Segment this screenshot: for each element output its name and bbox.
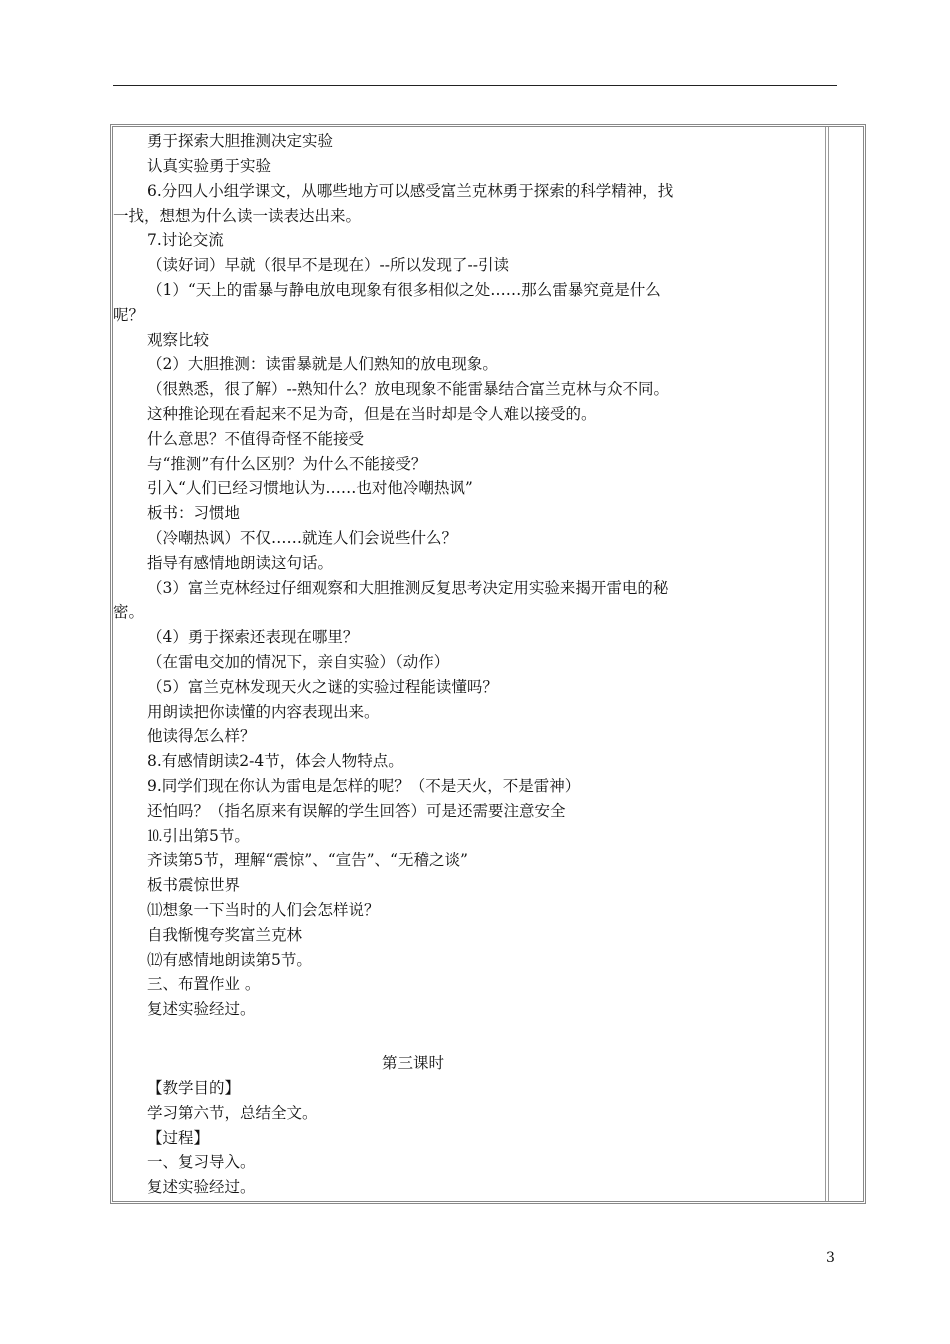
- text-line: （3）富兰克林经过仔细观察和大胆推测反复思考决定用实验来揭开雷电的秘: [147, 578, 669, 597]
- text-line: 8.有感情朗读2-4节，体会人物特点。: [147, 752, 404, 770]
- text-line: （在雷电交加的情况下，亲自实验）（动作）: [147, 653, 450, 671]
- text-line: （1）“天上的雷暴与静电放电现象有很多相似之处……那么雷暴究竟是什么: [147, 281, 661, 299]
- text-line: ⒑引出第5节。: [147, 826, 250, 845]
- text-line: 用朗读把你读懂的内容表现出来。: [147, 702, 380, 721]
- text-line: 指导有感情地朗读这句话。: [147, 553, 334, 572]
- text-line: ⑿有感情地朗读第5节。: [147, 950, 312, 969]
- text-line: 他读得怎么样？: [147, 727, 256, 745]
- text-line: 三、布置作业 。: [147, 975, 261, 993]
- text-line: （读好词）早就（很早不是现在）--所以发现了--引读: [147, 256, 509, 274]
- text-line: 与“推测”有什么区别？为什么不能接受？: [147, 454, 427, 473]
- text-line: 【教学目的】: [147, 1079, 241, 1097]
- text-line: 6.分四人小组学课文，从哪些地方可以感受富兰克林勇于探索的科学精神，找: [147, 181, 674, 200]
- text-line: 什么意思？不值得奇怪不能接受: [147, 429, 365, 448]
- header-rule: [113, 85, 837, 86]
- text-line: ⑾想象一下当时的人们会怎样说？: [147, 901, 380, 919]
- page-number: 3: [826, 1250, 835, 1266]
- text-line: 还怕吗？（指名原来有误解的学生回答）可是还需要注意安全: [147, 801, 566, 820]
- text-line: 【过程】: [147, 1128, 210, 1147]
- text-line: （很熟悉，很了解）--熟知什么？放电现象不能雷暴结合富兰克林与众不同。: [147, 380, 669, 398]
- text-line: 认真实验勇于实验: [147, 157, 272, 175]
- text-line: 呢？: [113, 305, 145, 324]
- text-line: 9.同学们现在你认为雷电是怎样的呢？（不是天火，不是雷神）: [147, 777, 581, 795]
- column-divider: [825, 127, 826, 1201]
- text-line: （4）勇于探索还表现在哪里？: [147, 628, 359, 646]
- text-line: 观察比较: [147, 330, 210, 349]
- text-line: 自我惭愧夸奖富兰克林: [147, 925, 303, 944]
- text-line: 板书：习惯地: [147, 504, 241, 522]
- section-heading: 第三课时: [381, 1054, 444, 1072]
- text-line: 学习第六节，总结全文。: [147, 1103, 318, 1122]
- text-line: 一找，想想为什么读一读表达出来。: [113, 206, 362, 225]
- text-line: 复述实验经过。: [147, 1178, 256, 1196]
- text-line: 一、复习导入。: [147, 1153, 256, 1171]
- text-line: 齐读第5节，理解“震惊”、“宣告”、“无稽之谈”: [147, 851, 468, 869]
- text-line: 密。: [113, 603, 145, 621]
- text-line: 板书震惊世界: [147, 876, 241, 894]
- text-line: 引入“人们已经习惯地认为……也对他冷嘲热讽”: [147, 479, 473, 497]
- text-line: 复述实验经过。: [147, 1000, 256, 1018]
- text-line: （2）大胆推测：读雷暴就是人们熟知的放电现象。: [147, 355, 498, 373]
- text-line: 勇于探索大胆推测决定实验: [147, 132, 334, 150]
- column-divider: [828, 127, 829, 1201]
- text-line: 7.讨论交流: [147, 231, 224, 249]
- text-line: 这种推论现在看起来不足为奇，但是在当时却是令人难以接受的。: [147, 405, 597, 423]
- text-line: （冷嘲热讽）不仅……就连人们会说些什么？: [147, 529, 458, 547]
- text-line: （5）富兰克林发现天火之谜的实验过程能读懂吗？: [147, 677, 498, 696]
